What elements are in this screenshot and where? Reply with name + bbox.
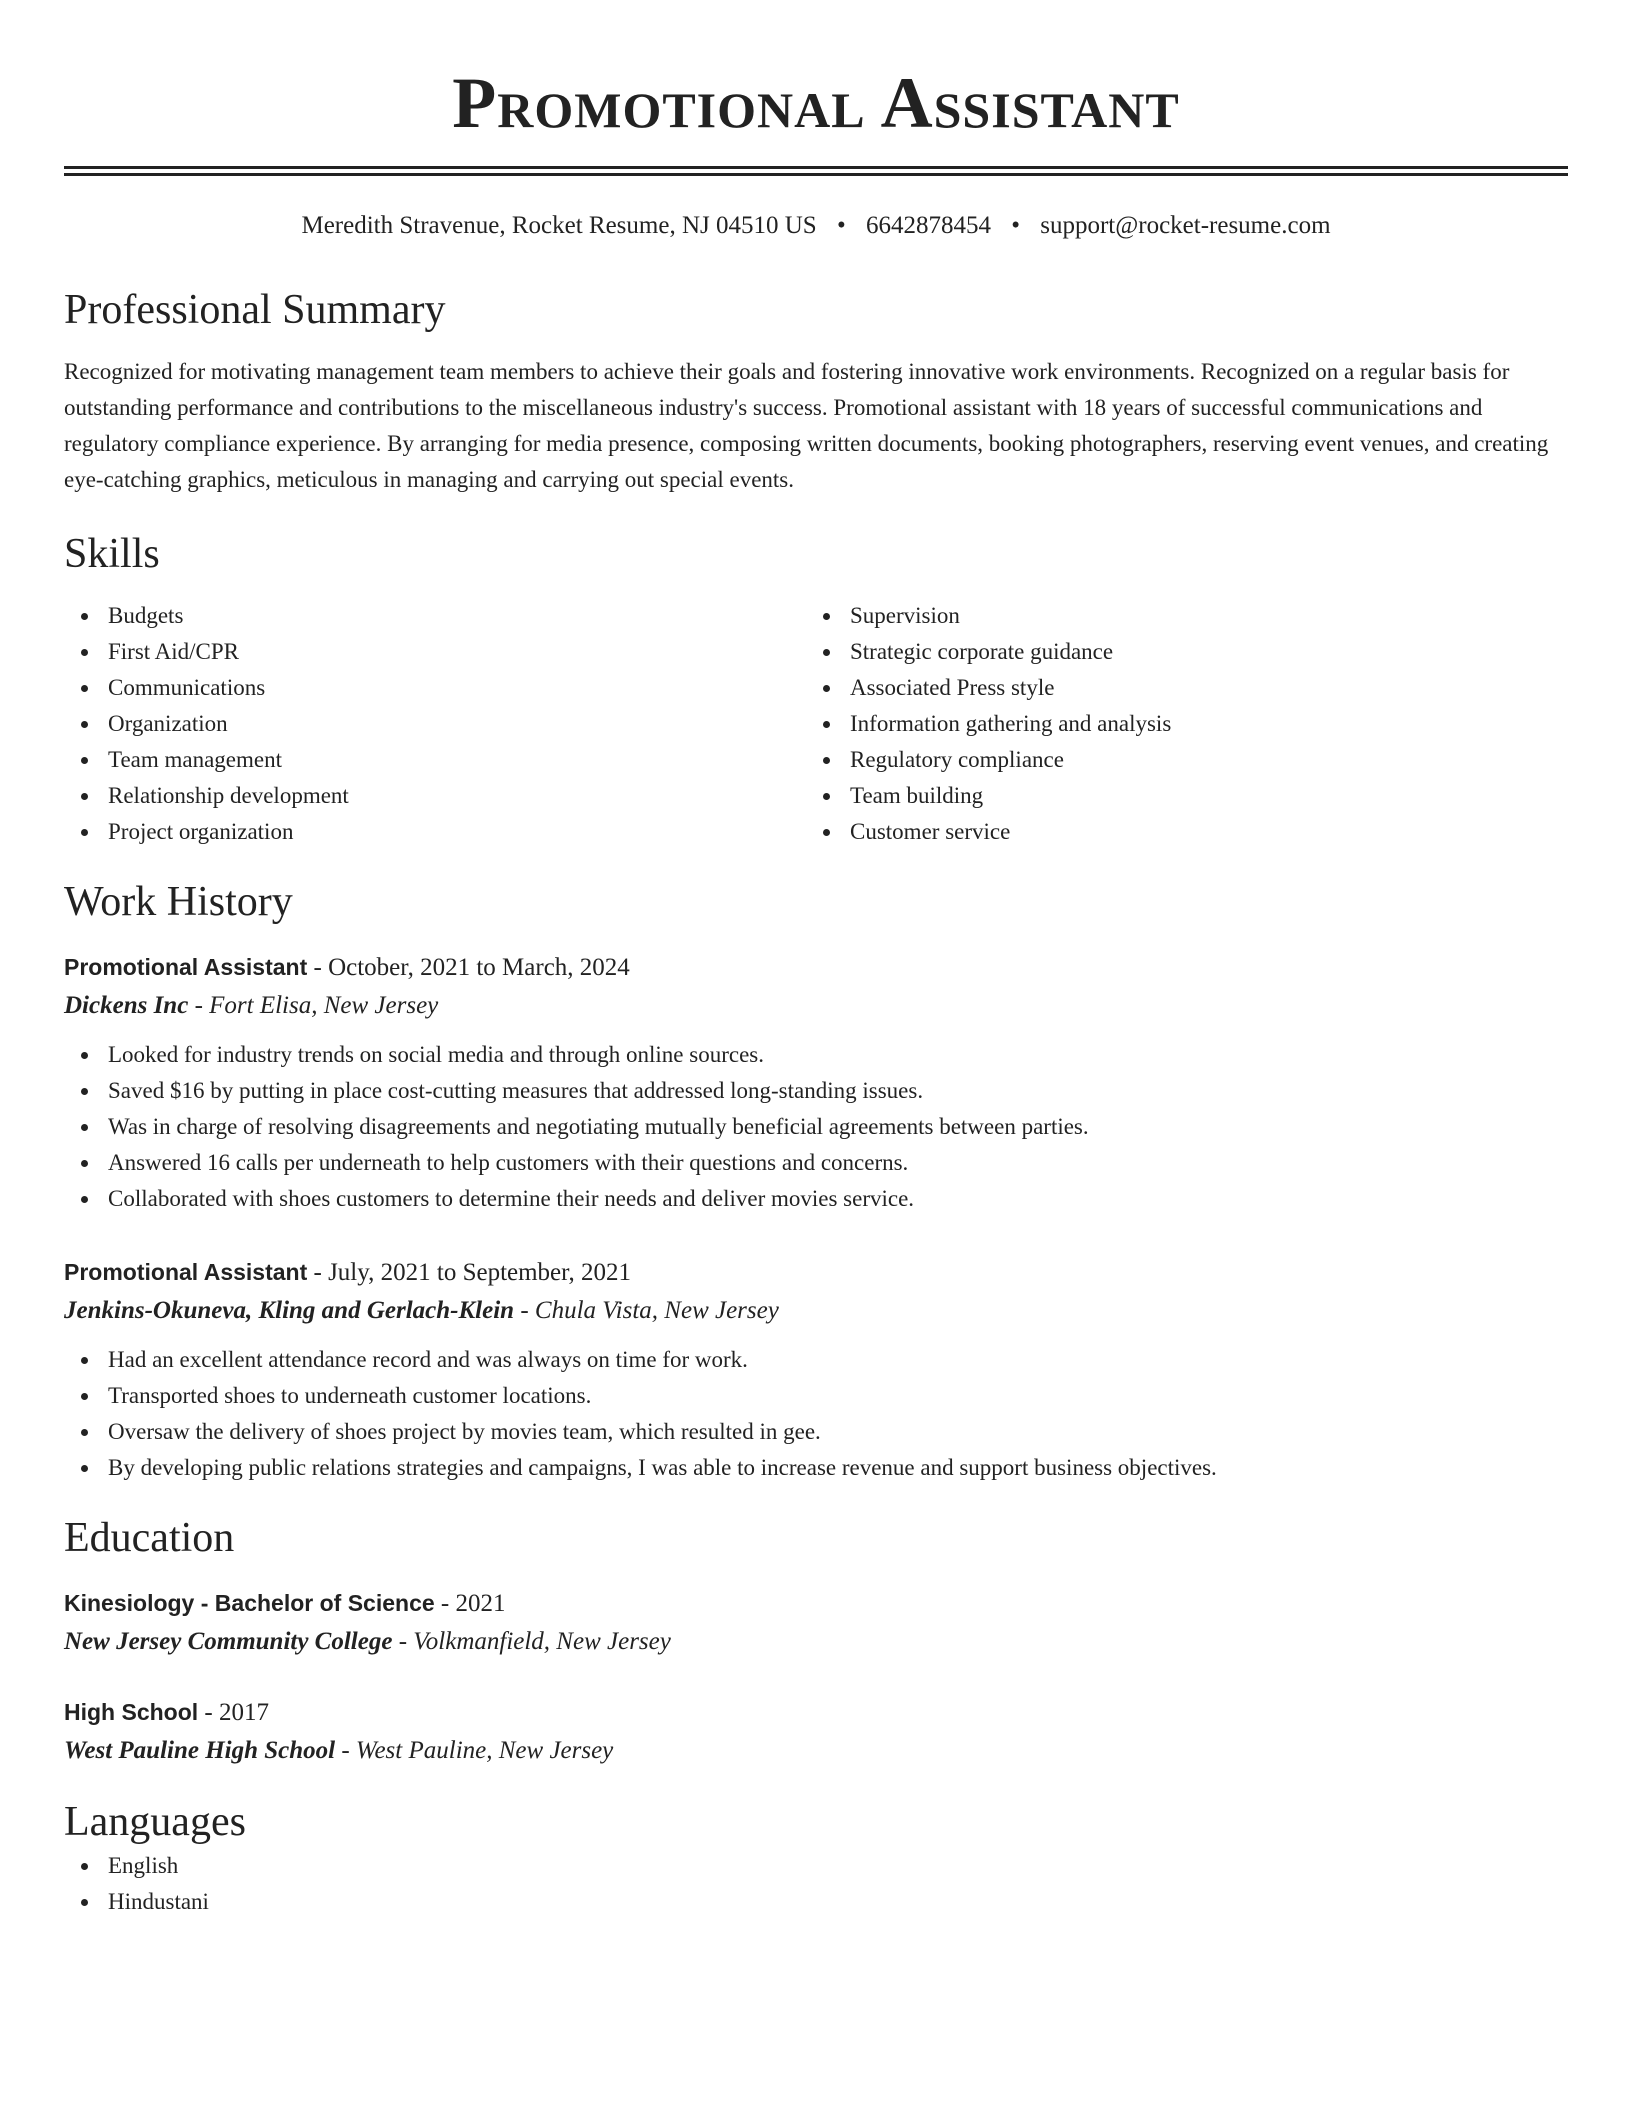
- resume-title: Promotional Assistant: [452, 63, 1180, 143]
- education-location: - Volkmanfield, New Jersey: [392, 1628, 671, 1655]
- bullet-icon: [823, 649, 830, 656]
- skill-item: [64, 670, 806, 706]
- job-duty-text: Had an excellent attendance record and was always on time for work.: [108, 1347, 748, 1372]
- language-item: [64, 1884, 1568, 1920]
- contact-separator: •: [1011, 212, 1020, 239]
- skill-item: [64, 742, 806, 778]
- bullet-icon: [81, 1357, 88, 1364]
- education-header: [64, 1693, 1568, 1732]
- skill-item: [806, 778, 1548, 814]
- job-duty: [64, 1181, 1568, 1217]
- bullet-icon: [823, 829, 830, 836]
- education-degree: High School: [64, 1699, 199, 1725]
- job-duty: [64, 1145, 1568, 1181]
- bullet-icon: [81, 1465, 88, 1472]
- job-location: - Chula Vista, New Jersey: [514, 1297, 779, 1324]
- education-location: - West Pauline, New Jersey: [335, 1737, 614, 1764]
- skill-label: Relationship development: [108, 783, 349, 808]
- job-duty: [64, 1450, 1568, 1486]
- bullet-icon: [823, 757, 830, 764]
- job-duty-text: Answered 16 calls per underneath to help customers with their questions and concerns.: [108, 1150, 909, 1175]
- job-entry: [64, 948, 1568, 1217]
- skill-label: Information gathering and analysis: [850, 711, 1172, 736]
- bullet-icon: [81, 1393, 88, 1400]
- job-company: Dickens Inc: [64, 992, 189, 1019]
- job-duty-text: Was in charge of resolving disagreements and negotiating mutually beneficial agreements between parties.: [108, 1114, 1089, 1139]
- job-location: - Fort Elisa, New Jersey: [188, 992, 439, 1019]
- bullet-icon: [81, 1196, 88, 1203]
- contact-email[interactable]: support@rocket-resume.com: [1040, 212, 1331, 239]
- language-label: Hindustani: [108, 1889, 209, 1914]
- education-header: [64, 1584, 1568, 1623]
- language-item: [64, 1848, 1568, 1884]
- job-duties: [64, 1342, 1568, 1486]
- skill-item: [806, 742, 1548, 778]
- skill-item: [806, 598, 1548, 634]
- contact-separator: •: [836, 212, 846, 239]
- summary-heading: Professional Summary: [64, 287, 446, 333]
- job-company-line: [64, 987, 1568, 1025]
- skill-label: Organization: [108, 711, 228, 736]
- bullet-icon: [81, 1160, 88, 1167]
- skill-item: [64, 706, 806, 742]
- job-header: [64, 1253, 1568, 1292]
- job-company-line: [64, 1292, 1568, 1330]
- contact-line: [64, 210, 1568, 242]
- skill-item: [806, 634, 1548, 670]
- skill-item: [64, 814, 806, 850]
- language-label: English: [108, 1853, 179, 1878]
- skill-item: [64, 634, 806, 670]
- job-duty-text: Collaborated with shoes customers to determine their needs and deliver movies service.: [108, 1186, 915, 1211]
- job-duty-text: By developing public relations strategies and campaigns, I was able to increase revenue and support business objectives.: [108, 1455, 1217, 1480]
- skill-label: Project organization: [108, 819, 294, 844]
- job-duties: [64, 1037, 1568, 1217]
- bullet-icon: [81, 1899, 88, 1906]
- education-school-line: [64, 1732, 1568, 1770]
- job-role: Promotional Assistant: [64, 1259, 308, 1285]
- education-school: New Jersey Community College: [64, 1628, 393, 1655]
- education-year: - 2021: [434, 1590, 506, 1617]
- job-duty: [64, 1378, 1568, 1414]
- skills-column-right: [806, 598, 1548, 850]
- languages-heading: Languages: [64, 1799, 246, 1845]
- skill-label: Strategic corporate guidance: [850, 639, 1114, 664]
- bullet-icon: [81, 793, 88, 800]
- bullet-icon: [81, 613, 88, 620]
- job-role: Promotional Assistant: [64, 954, 308, 980]
- languages-list: [64, 1848, 1568, 1920]
- bullet-icon: [823, 685, 830, 692]
- skill-item: [64, 778, 806, 814]
- skill-label: Associated Press style: [850, 675, 1055, 700]
- education-entry: [64, 1584, 1568, 1661]
- bullet-icon: [81, 757, 88, 764]
- skill-label: Budgets: [108, 603, 184, 628]
- education-degree: Kinesiology - Bachelor of Science: [64, 1590, 435, 1616]
- job-duty: [64, 1037, 1568, 1073]
- title-divider: [64, 166, 1568, 176]
- job-header: [64, 948, 1568, 987]
- skill-label: First Aid/CPR: [108, 639, 240, 664]
- bullet-icon: [823, 721, 830, 728]
- education-school: West Pauline High School: [64, 1737, 336, 1764]
- skills-list: [64, 598, 1568, 850]
- job-dates: - July, 2021 to September, 2021: [307, 1259, 631, 1286]
- skill-label: Supervision: [850, 603, 960, 628]
- contact-phone: 6642878454: [865, 212, 991, 239]
- skills-column-left: [64, 598, 806, 850]
- skill-item: [64, 598, 806, 634]
- job-duty: [64, 1073, 1568, 1109]
- bullet-icon: [81, 721, 88, 728]
- job-dates: - October, 2021 to March, 2024: [307, 954, 630, 981]
- job-duty-text: Transported shoes to underneath customer locations.: [108, 1383, 592, 1408]
- bullet-icon: [81, 829, 88, 836]
- bullet-icon: [823, 613, 830, 620]
- job-duty-text: Looked for industry trends on social media and through online sources.: [108, 1042, 764, 1067]
- job-duty-text: Saved $16 by putting in place cost-cutting measures that addressed long-standing issues.: [108, 1078, 924, 1103]
- skills-heading: Skills: [64, 531, 160, 577]
- work-history-heading: Work History: [64, 879, 293, 925]
- bullet-icon: [81, 649, 88, 656]
- bullet-icon: [81, 685, 88, 692]
- job-company: Jenkins-Okuneva, Kling and Gerlach-Klein: [64, 1297, 515, 1324]
- bullet-icon: [81, 1429, 88, 1436]
- bullet-icon: [81, 1124, 88, 1131]
- job-duty: [64, 1342, 1568, 1378]
- skill-item: [806, 670, 1548, 706]
- skill-item: [806, 814, 1548, 850]
- education-entry: [64, 1693, 1568, 1770]
- job-duty-text: Oversaw the delivery of shoes project by movies team, which resulted in gee.: [108, 1419, 821, 1444]
- bullet-icon: [81, 1863, 88, 1870]
- education-heading: Education: [64, 1515, 235, 1561]
- bullet-icon: [81, 1088, 88, 1095]
- skill-label: Communications: [108, 675, 266, 700]
- education-school-line: [64, 1623, 1568, 1661]
- skill-label: Regulatory compliance: [850, 747, 1064, 772]
- job-entry: [64, 1253, 1568, 1486]
- summary-text: Recognized for motivating management team members to achieve their goals and fostering innovative work environments. Recognized on a regular basis for outstanding performance and contributions to the miscellaneous industry's success. Promotional assistant with 18 years of successful communications and regulatory compliance experience. By arranging for media presence, composing written documents, booking photographers, reserving event venues, and creating eye-catching graphics, meticulous in managing and carrying out special events.: [64, 359, 1549, 492]
- contact-address: Meredith Stravenue, Rocket Resume, NJ 04510 US: [301, 212, 817, 239]
- job-duty: [64, 1414, 1568, 1450]
- skill-label: Customer service: [850, 819, 1011, 844]
- skill-label: Team management: [108, 747, 283, 772]
- job-duty: [64, 1109, 1568, 1145]
- skill-item: [806, 706, 1548, 742]
- skill-label: Team building: [850, 783, 984, 808]
- bullet-icon: [81, 1052, 88, 1059]
- education-year: - 2017: [198, 1699, 269, 1726]
- bullet-icon: [823, 793, 830, 800]
